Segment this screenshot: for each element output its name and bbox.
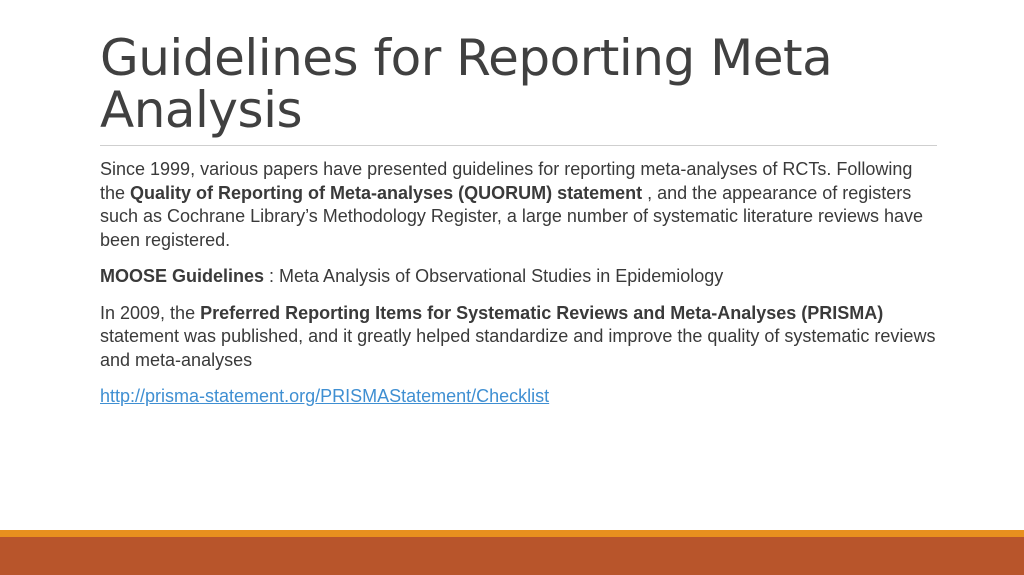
footer-accent-stripe bbox=[0, 530, 1024, 537]
paragraph-text: , and the appearance of registers such as Cochrane Library’s Methodology Register, a large number of systematic literature reviews have been registered. bbox=[100, 182, 924, 250]
paragraph-prisma bbox=[100, 302, 940, 373]
prisma-bold-text: Preferred Reporting Items for Systematic Reviews and Meta-Analyses (PRISMA) bbox=[200, 302, 884, 323]
slide-body bbox=[100, 158, 940, 422]
moose-bold-text: MOOSE Guidelines bbox=[100, 266, 265, 286]
paragraph-text: Since 1999, various papers have presented guidelines for reporting meta-analyses of RCTs. Following the bbox=[100, 159, 913, 203]
quorum-bold-text: Quality of Reporting of Meta-analyses (QUORUM) statement bbox=[130, 182, 643, 203]
paragraph-text: In 2009, the bbox=[100, 302, 201, 323]
prisma-checklist-link[interactable]: http://prisma-statement.org/PRISMAStatement/Checklist bbox=[100, 386, 550, 406]
footer-bar bbox=[0, 537, 1024, 575]
paragraph-text: statement was published, and it greatly helped standardize and improve the quality of systematic reviews and meta-analyses bbox=[100, 326, 936, 370]
slide-title: Guidelines for Reporting Meta Analysis bbox=[100, 29, 833, 139]
paragraph-link bbox=[100, 385, 940, 409]
paragraph-text: : Meta Analysis of Observational Studies in Epidemiology bbox=[264, 266, 724, 286]
paragraph-moose bbox=[100, 265, 940, 289]
title-divider bbox=[100, 145, 937, 146]
paragraph-history bbox=[100, 158, 940, 252]
